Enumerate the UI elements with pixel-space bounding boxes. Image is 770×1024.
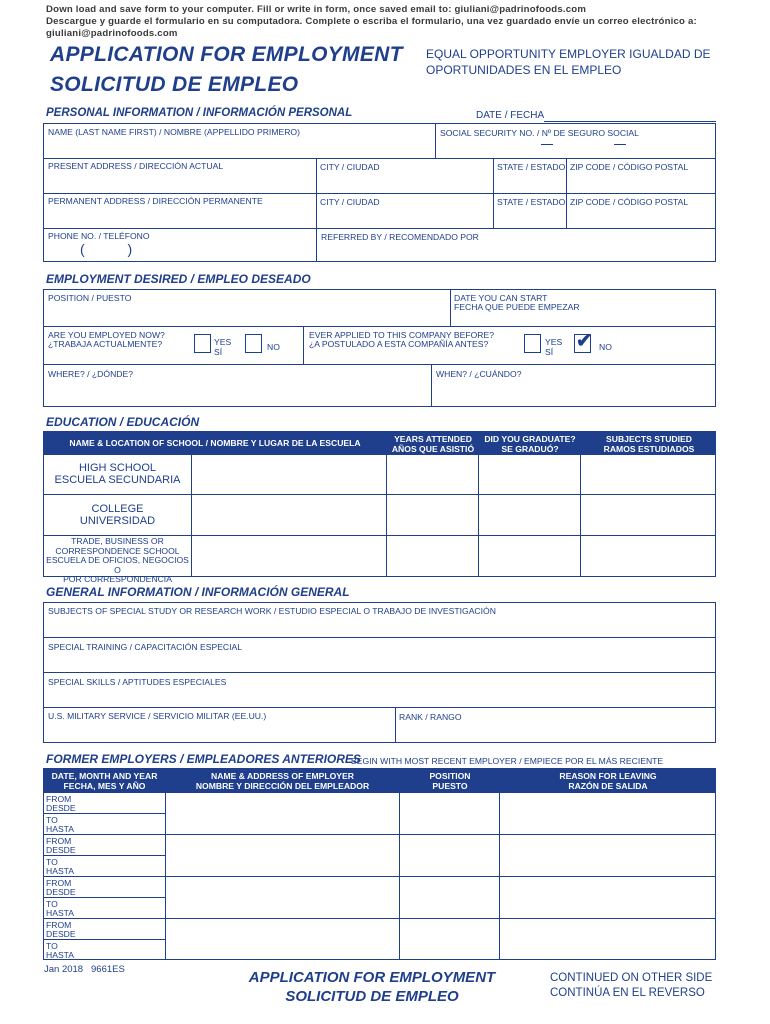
applied-yes-label: YES [545, 337, 563, 347]
checkmark-icon: ✔ [576, 331, 592, 352]
employed-yes-label: YES [214, 337, 232, 347]
permanent-address-label: PERMANENT ADDRESS / DIRECCIÓN PERMANENTE [48, 196, 263, 206]
employed-no-label: NO [267, 342, 280, 352]
special-study-field[interactable] [44, 617, 715, 636]
form-title-en: APPLICATION FOR EMPLOYMENT [50, 43, 403, 66]
continued-note-es: CONTINÚA EN EL REVERSO [550, 987, 705, 999]
footer-title-es: SOLICITUD DE EMPLEO [285, 988, 459, 1005]
hasta-label: HASTA [46, 950, 75, 960]
position-label: POSITION / PUESTO [48, 293, 132, 303]
trade-school-graduate-field[interactable] [479, 536, 579, 576]
footer-title [230, 968, 514, 1006]
special-training-field[interactable] [44, 653, 715, 671]
applied-no-label: NO [599, 342, 612, 352]
former-col-reason-es: RAZÓN DE SALIDA [568, 781, 648, 791]
education-col-subjects-en: SUBJECTS STUDIED [606, 434, 692, 444]
to-label: TO [46, 899, 58, 909]
employer-1-from[interactable] [46, 795, 76, 813]
former-col-date-es: FECHA, MES Y AÑO [63, 781, 146, 791]
applied-si-label: SÍ [545, 347, 554, 357]
college-name-field[interactable] [192, 495, 385, 534]
form-code: Jan 2018 9661ES [44, 964, 125, 975]
employer-2-name-field[interactable] [166, 835, 398, 875]
education-col-subjects-es: RAMOS ESTUDIADOS [603, 444, 695, 454]
employer-2-from[interactable] [46, 837, 76, 855]
start-date-label-es: FECHA QUE PUEDE EMPEZAR [454, 302, 580, 312]
start-date-label-en: DATE YOU CAN START [454, 293, 548, 303]
phone-label: PHONE NO. / TELÉFONO [48, 231, 150, 241]
education-row-college [44, 503, 191, 527]
employer-4-from[interactable] [46, 921, 76, 939]
permanent-address-field[interactable] [44, 207, 315, 227]
high-school-label-en: HIGH SCHOOL [78, 462, 156, 474]
from-label: FROM [46, 920, 72, 930]
phone-field[interactable] [44, 241, 315, 261]
employer-3-reason-field[interactable] [500, 877, 715, 917]
special-training-label: SPECIAL TRAINING / CAPACITACIÓN ESPECIAL [48, 642, 243, 652]
form-title [50, 40, 403, 100]
high-school-graduate-field[interactable] [479, 455, 579, 493]
permanent-city-label: CITY / CIUDAD [320, 197, 380, 207]
personal-info-heading: PERSONAL INFORMATION / INFORMACIÓN PERSONAL [46, 107, 353, 119]
instructions-line-1: Down load and save form to your computer. Fill or write in form, once saved email to: giuliani@padrinofoods.com [46, 4, 587, 15]
employer-4-name-field[interactable] [166, 919, 398, 959]
to-label: TO [46, 857, 58, 867]
applied-no-checkbox[interactable] [574, 331, 592, 353]
employer-2-position-field[interactable] [400, 835, 498, 875]
rank-field[interactable] [396, 722, 715, 742]
employed-no-checkbox[interactable] [245, 334, 262, 353]
former-employers-note: BEGIN WITH MOST RECENT EMPLOYER / EMPIECE POR EL MÁS RECIENTE [351, 756, 664, 766]
employer-2-to[interactable] [46, 858, 74, 876]
instructions-line-2: Descargue y guarde el formulario en su computadora. Complete o escriba el formulario, una vez guardado envíe un correo electrónico a: [46, 16, 697, 27]
employer-1-name-field[interactable] [166, 793, 398, 833]
from-label: FROM [46, 794, 72, 804]
referred-by-label: REFERRED BY / RECOMENDADO POR [321, 232, 479, 242]
general-info-heading: GENERAL INFORMATION / INFORMACIÓN GENERAL [46, 585, 350, 599]
desde-label: DESDE [46, 929, 76, 939]
education-row-trade-school [44, 537, 191, 585]
employer-1-to[interactable] [46, 816, 74, 834]
former-col-position-en: POSITION [429, 771, 471, 781]
applied-before-label-es: ¿A POSTULADO A ESTA COMPAÑÍA ANTES? [309, 339, 489, 349]
present-state-field[interactable] [494, 172, 565, 192]
education-col-years-en: YEARS ATTENDED [394, 434, 472, 444]
permanent-zip-field[interactable] [567, 207, 715, 227]
college-label-es: UNIVERSIDAD [79, 515, 156, 527]
rank-label: RANK / RANGO [399, 712, 462, 722]
trade-school-label-1: TRADE, BUSINESS OR [71, 536, 164, 546]
college-label-en: COLLEGE [91, 503, 144, 515]
where-label: WHERE? / ¿DÓNDE? [48, 369, 133, 379]
hasta-label: HASTA [46, 824, 75, 834]
employed-yes-checkbox[interactable] [194, 334, 211, 353]
employer-4-to[interactable] [46, 942, 74, 960]
trade-school-years-field[interactable] [387, 536, 477, 576]
present-zip-label: ZIP CODE / CÓDIGO POSTAL [570, 162, 689, 172]
employed-now-label-en: ARE YOU EMPLOYED NOW? [48, 330, 165, 340]
date-label: DATE / FECHA [476, 110, 545, 121]
trade-school-name-field[interactable] [192, 536, 385, 576]
hasta-label: HASTA [46, 908, 75, 918]
present-address-label: PRESENT ADDRESS / DIRECCIÓN ACTUAL [48, 161, 224, 171]
footer-title-en: APPLICATION FOR EMPLOYMENT [248, 969, 496, 986]
trade-school-label-4: POR CORRESPONDENCIA [63, 574, 172, 584]
name-field[interactable] [44, 138, 434, 157]
from-label: FROM [46, 836, 72, 846]
special-skills-label: SPECIAL SKILLS / APTITUDES ESPECIALES [48, 677, 227, 687]
ssn-field[interactable] [437, 138, 715, 157]
permanent-state-field[interactable] [494, 207, 565, 227]
former-col-reason-en: REASON FOR LEAVING [559, 771, 657, 781]
to-label: TO [46, 941, 58, 951]
education-col-school: NAME & LOCATION OF SCHOOL / NOMBRE Y LUGAR DE LA ESCUELA [69, 438, 361, 448]
employer-3-to[interactable] [46, 900, 74, 918]
employer-1-reason-field[interactable] [500, 793, 715, 833]
high-school-name-field[interactable] [192, 455, 385, 493]
desde-label: DESDE [46, 845, 76, 855]
eoe-line-1: EQUAL OPPORTUNITY EMPLOYER IGUALDAD DE [426, 47, 711, 61]
employer-3-position-field[interactable] [400, 877, 498, 917]
equal-opportunity-statement [426, 46, 726, 78]
military-service-label: U.S. MILITARY SERVICE / SERVICIO MILITAR (EE.UU.) [48, 711, 267, 721]
from-label: FROM [46, 878, 72, 888]
eoe-line-2: OPORTUNIDADES EN EL EMPLEO [426, 63, 622, 77]
form-title-es: SOLICITUD DE EMPLEO [50, 73, 299, 96]
special-skills-field[interactable] [44, 688, 715, 706]
instructions-line-3: giuliani@padrinofoods.com [46, 28, 178, 39]
former-col-position-es: PUESTO [432, 781, 468, 791]
college-subjects-field[interactable] [581, 495, 715, 534]
employed-si-label: SÍ [214, 347, 223, 357]
employer-3-name-field[interactable] [166, 877, 398, 917]
position-field[interactable] [44, 304, 449, 325]
employment-desired-heading: EMPLOYMENT DESIRED / EMPLEO DESEADO [46, 272, 311, 286]
education-col-graduate-en: DID YOU GRADUATE? [484, 434, 576, 444]
employer-4-reason-field[interactable] [500, 919, 715, 959]
applied-before-label-en: EVER APPLIED TO THIS COMPANY BEFORE? [309, 330, 494, 340]
applied-yes-checkbox[interactable] [524, 334, 541, 353]
education-col-years-es: AÑOS QUE ASISTIÓ [391, 444, 475, 454]
ssn-label: SOCIAL SECURITY NO. / Nº DE SEGURO SOCIAL [440, 128, 639, 138]
desde-label: DESDE [46, 803, 76, 813]
desde-label: DESDE [46, 887, 76, 897]
trade-school-label-2: CORRESPONDENCE SCHOOL [55, 545, 180, 556]
permanent-state-label: STATE / ESTADO [497, 197, 566, 207]
continued-note [550, 971, 712, 1001]
high-school-label-es: ESCUELA SECUNDARIA [54, 474, 181, 486]
former-col-name-es: NOMBRE Y DIRECCIÓN DEL EMPLEADOR [195, 781, 370, 791]
when-field[interactable] [432, 380, 715, 406]
high-school-years-field[interactable] [387, 455, 477, 493]
employed-now-label-es: ¿TRABAJA ACTUALMENTE? [48, 339, 163, 349]
date-field[interactable] [544, 121, 716, 122]
college-years-field[interactable] [387, 495, 477, 534]
employer-4-position-field[interactable] [400, 919, 498, 959]
hasta-label: HASTA [46, 866, 75, 876]
permanent-city-field[interactable] [317, 207, 492, 227]
where-field[interactable] [44, 380, 430, 406]
employer-1-position-field[interactable] [400, 793, 498, 833]
when-label: WHEN? / ¿CUÁNDO? [436, 369, 522, 379]
present-city-label: CITY / CIUDAD [320, 162, 380, 172]
former-col-date-en: DATE, MONTH AND YEAR [51, 771, 158, 781]
present-address-field[interactable] [44, 172, 315, 192]
employer-3-from[interactable] [46, 879, 76, 897]
college-graduate-field[interactable] [479, 495, 579, 534]
education-col-graduate-es: SE GRADUÓ? [501, 444, 559, 454]
present-city-field[interactable] [317, 172, 492, 192]
former-employers-heading: FORMER EMPLOYERS / EMPLEADORES ANTERIORES [46, 752, 361, 766]
education-row-high-school [44, 462, 191, 486]
to-label: TO [46, 815, 58, 825]
high-school-subjects-field[interactable] [581, 455, 715, 493]
instructions-note [46, 4, 697, 40]
present-state-label: STATE / ESTADO [497, 162, 566, 172]
phone-area-code: ( ) [80, 241, 133, 257]
education-heading: EDUCATION / EDUCACIÓN [46, 415, 200, 429]
former-col-name-en: NAME & ADDRESS OF EMPLOYER [211, 771, 354, 781]
name-label: NAME (LAST NAME FIRST) / NOMBRE (APPELLIDO PRIMERO) [48, 127, 300, 137]
present-zip-field[interactable] [567, 172, 715, 192]
permanent-zip-label: ZIP CODE / CÓDIGO POSTAL [570, 197, 689, 207]
trade-school-label-3: ESCUELA DE OFICIOS, NEGOCIOS O [46, 555, 189, 575]
military-service-field[interactable] [44, 722, 394, 742]
trade-school-subjects-field[interactable] [581, 536, 715, 576]
continued-note-en: CONTINUED ON OTHER SIDE [550, 972, 713, 984]
start-date-field[interactable] [451, 312, 715, 325]
employer-2-reason-field[interactable] [500, 835, 715, 875]
referred-by-field[interactable] [317, 242, 715, 261]
special-study-label: SUBJECTS OF SPECIAL STUDY OR RESEARCH WORK / ESTUDIO ESPECIAL O TRABAJO DE INVESTIGACIÓN [48, 606, 496, 616]
